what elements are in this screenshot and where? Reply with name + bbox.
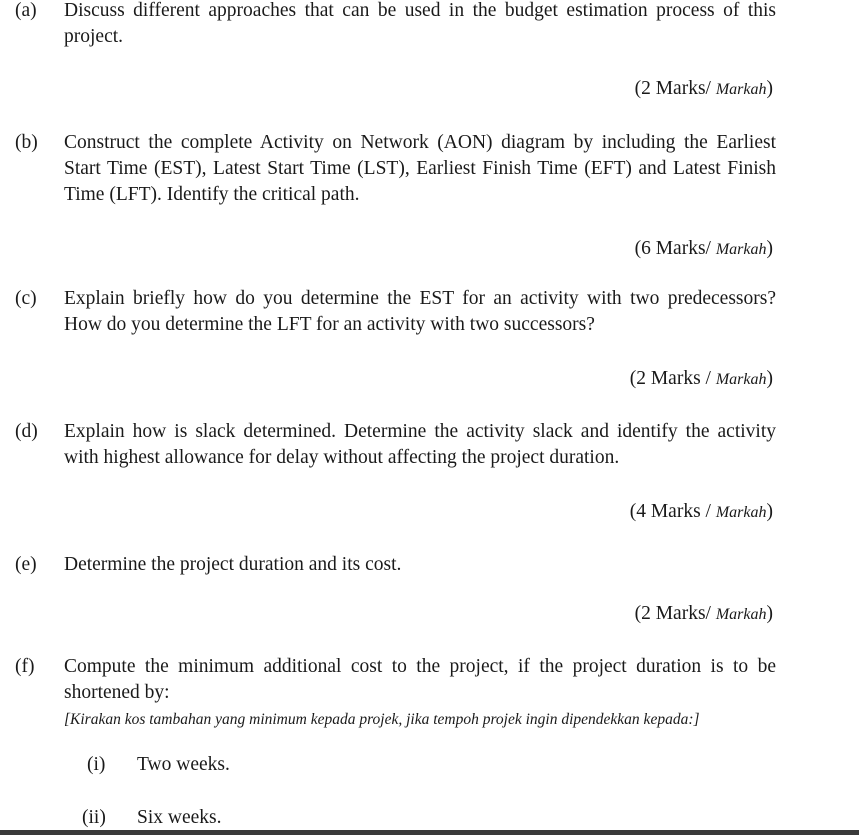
question-a-line-1: Discuss different approaches that can be used in the budget estimation process of this [64, 0, 776, 21]
question-b-marks [635, 236, 773, 263]
question-a-line-2: project. [64, 26, 124, 47]
question-d-line-2: with highest allowance for delay without affecting the project duration. [64, 447, 620, 468]
sub-item-i-label: (i) [87, 754, 106, 775]
question-c-line-2: How do you determine the LFT for an activity with two successors? [64, 314, 595, 335]
question-d-line-1: Explain how is slack determined. Determine the activity slack and identify the activity [64, 421, 776, 442]
question-a-text [64, 0, 776, 50]
question-c-label: (c) [15, 288, 37, 309]
question-d-label: (d) [15, 421, 38, 442]
marks-en: (2 Marks / [629, 368, 716, 389]
question-b-line-1: Construct the complete Activity on Network (AON) diagram by including the Earliest [64, 132, 776, 153]
question-e-marks [635, 601, 773, 628]
marks-malay: Markah [715, 504, 767, 521]
question-c-line-1: Explain briefly how do you determine the EST for an activity with two predecessors? [64, 288, 776, 309]
question-b-text [64, 130, 776, 208]
marks-malay: Markah [715, 241, 767, 258]
sub-item-ii-text: Six weeks. [137, 807, 222, 828]
question-d-text [64, 419, 776, 471]
marks-en: (2 Marks/ [634, 78, 716, 99]
sub-item-ii-label: (ii) [82, 807, 106, 828]
marks-malay: Markah [715, 371, 767, 388]
question-e-label: (e) [15, 554, 37, 575]
marks-close: ) [766, 238, 773, 259]
page-bottom-border [0, 830, 859, 835]
question-f-malay-translation: [Kirakan kos tambahan yang minimum kepada projek, jika tempoh projek ingin dipendekkan kepada:] [64, 711, 700, 728]
question-c-marks [630, 366, 773, 393]
marks-en: (6 Marks/ [634, 238, 716, 259]
question-a-label: (a) [15, 0, 37, 21]
sub-item-i-text: Two weeks. [137, 754, 230, 775]
question-b-line-2: Start Time (EST), Latest Start Time (LST), Earliest Finish Time (EFT) and Latest Finish [64, 158, 776, 179]
question-a-marks [635, 76, 773, 103]
question-f-line-1: Compute the minimum additional cost to the project, if the project duration is to be [64, 656, 776, 677]
marks-en: (4 Marks / [629, 501, 716, 522]
question-e-text [64, 552, 776, 578]
marks-close: ) [766, 501, 773, 522]
question-b-label: (b) [15, 132, 38, 153]
marks-en: (2 Marks/ [634, 603, 716, 624]
question-b-line-3: Time (LFT). Identify the critical path. [64, 184, 360, 205]
question-d-marks [630, 499, 773, 526]
marks-malay: Markah [715, 81, 767, 98]
marks-malay: Markah [715, 606, 767, 623]
question-e-line-1: Determine the project duration and its cost. [64, 554, 402, 575]
marks-close: ) [766, 368, 773, 389]
question-c-text [64, 286, 776, 338]
question-f-text [64, 654, 776, 706]
question-f-line-2: shortened by: [64, 682, 170, 703]
question-f-label: (f) [15, 656, 35, 677]
marks-close: ) [766, 78, 773, 99]
marks-close: ) [766, 603, 773, 624]
